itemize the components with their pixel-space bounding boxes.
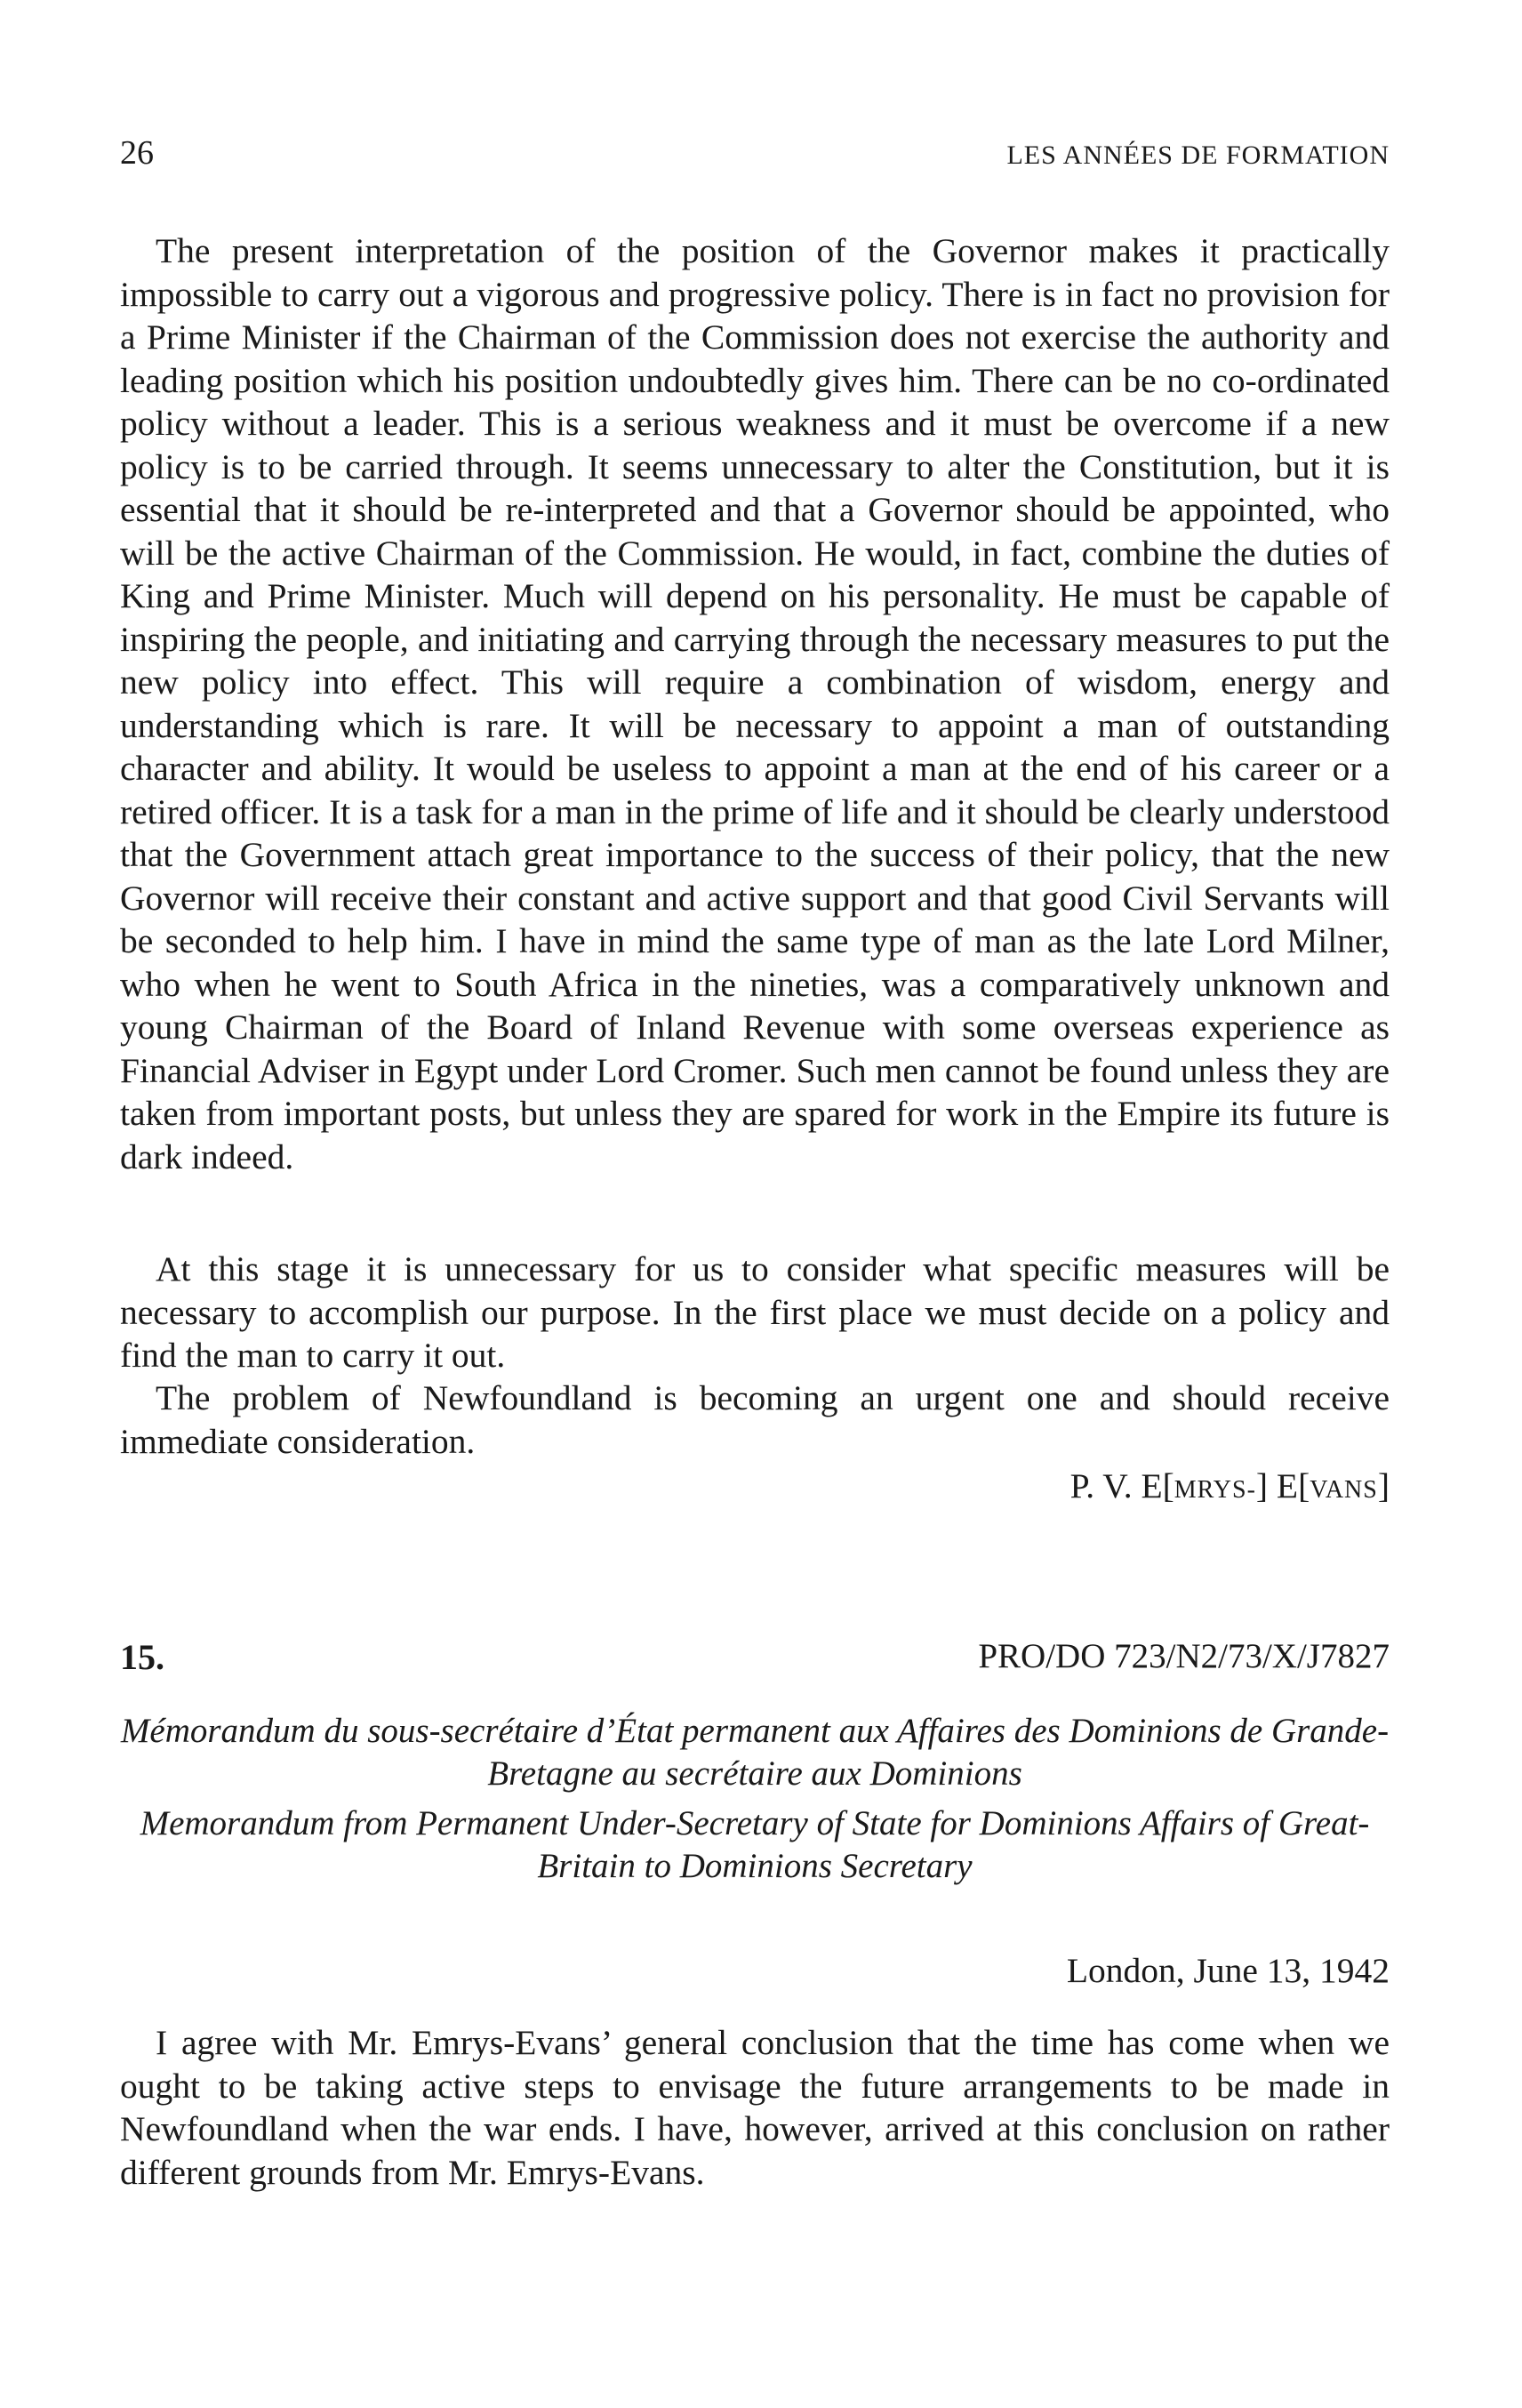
signature xyxy=(1070,1465,1390,1512)
signature-part-2: VANS xyxy=(1310,1476,1378,1504)
archive-reference: PRO/DO 723/N2/73/X/J7827 xyxy=(978,1637,1390,1675)
document-number: 15. xyxy=(120,1637,164,1677)
signature-part-1: MRYS- xyxy=(1174,1476,1256,1504)
signature-end: ] xyxy=(1377,1466,1390,1505)
memo-paragraph-1: The present interpretation of the position of the Governor makes it practically impossible to carry out a vigorous and progressive policy. There is in fact no provision for a Prime Minister if the Chairman of the Commission does not exercise the authority and leading position which his position undoubtedly gives him. There can be no co-ordinated policy without a leader. This is a serious weakness and it must be overcome if a new policy is to be carried through. It seems unnecessary to alter the Constitution, but it is essential that it should be re-interpreted and that a Governor should be appointed, who will be the active Chairman of the Commission. He would, in fact, combine the duties of King and Prime Minister. Much will depend on his personality. He must be capable of inspiring the people, and initiating and carrying through the necessary measures to put the new policy into effect. This will require a combination of wisdom, energy and understanding which is rare. It will be necessary to appoint a man of outstanding character and ability. It would be useless to appoint a man at the end of his career or a retired officer. It is a task for a man in the prime of life and it should be clearly understood that the Government attach great importance to the success of their policy, that the new Governor will receive their constant and active support and that good Civil Servants will be seconded to help him. I have in mind the same type of man as the late Lord Milner, who when he went to South Africa in the nineties, was a comparatively unknown and young Chairman of the Board of Inland Revenue with some overseas experience as Financial Adviser in Egypt under Lord Cromer. Such men cannot be found unless they are taken from important posts, but unless they are spared for work in the Empire its future is dark indeed. xyxy=(120,231,1390,1176)
page-number: 26 xyxy=(120,134,154,172)
memo-paragraph-2: At this stage it is unnecessary for us to consider what specific measures will be necessary to accomplish our purpose. In the first place we must decide on a policy and find the man to carry it out. xyxy=(120,1249,1390,1375)
signature-initials: P. V. E[ xyxy=(1069,1466,1174,1505)
dateline: London, June 13, 1942 xyxy=(1066,1951,1390,1990)
document-page xyxy=(120,0,1390,2408)
memo-paragraph-3: The problem of Newfoundland is becoming an urgent one and should receive immediate consideration. xyxy=(120,1378,1390,1461)
signature-mid: ] E[ xyxy=(1255,1466,1310,1505)
running-title: LES ANNÉES DE FORMATION xyxy=(1006,140,1390,170)
reply-paragraph: I agree with Mr. Emrys-Evans’ general conclusion that the time has come when we ought to be taking active steps to envisage the future arrangements to be made in Newfoundland when the war ends. I have, however, arrived at this conclusion on rather different grounds from Mr. Emrys-Evans. xyxy=(120,2023,1390,2192)
running-head xyxy=(120,133,1390,178)
document-title-english: Memorandum from Permanent Under-Secretary of State for Dominions Affairs of Great-Britain to Dominions Secretary xyxy=(140,1804,1370,1885)
document-title-french: Mémorandum du sous-secrétaire d’État permanent aux Affaires des Dominions de Grande-Bretagne au secrétaire aux Dominions xyxy=(120,1712,1390,1793)
